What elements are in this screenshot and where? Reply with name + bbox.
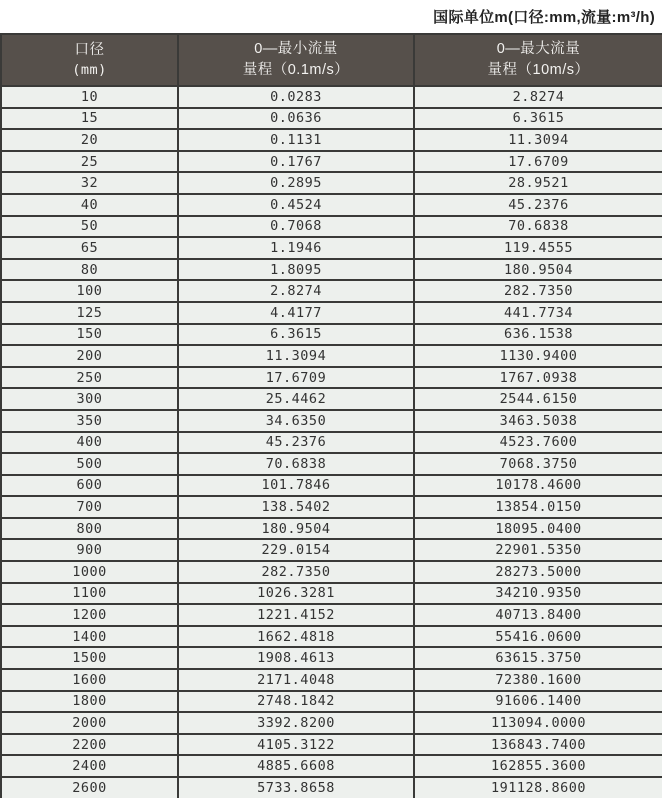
table-row	[1, 712, 662, 734]
diameter-cell: 1600	[1, 669, 178, 691]
diameter-cell: 350	[1, 410, 178, 432]
diameter-cell: 800	[1, 518, 178, 540]
min-flow-cell: 4105.3122	[178, 734, 414, 756]
header-max-flow-line1: 0—最大流量	[496, 40, 581, 57]
table-body	[1, 86, 662, 798]
min-flow-cell: 0.0636	[178, 108, 414, 130]
max-flow-cell: 2.8274	[414, 86, 662, 108]
max-flow-cell: 1767.0938	[414, 367, 662, 389]
max-flow-cell: 441.7734	[414, 302, 662, 324]
diameter-cell: 1400	[1, 626, 178, 648]
max-flow-cell: 3463.5038	[414, 410, 662, 432]
max-flow-cell: 40713.8400	[414, 604, 662, 626]
diameter-cell: 10	[1, 86, 178, 108]
max-flow-cell: 2544.6150	[414, 388, 662, 410]
title-bar	[0, 0, 662, 33]
diameter-cell: 40	[1, 194, 178, 216]
max-flow-cell: 63615.3750	[414, 647, 662, 669]
header-row	[1, 34, 662, 86]
min-flow-cell: 2.8274	[178, 280, 414, 302]
min-flow-cell: 0.1131	[178, 129, 414, 151]
min-flow-cell: 1.1946	[178, 237, 414, 259]
table-header	[1, 34, 662, 86]
max-flow-cell: 10178.4600	[414, 475, 662, 497]
table-row	[1, 194, 662, 216]
diameter-cell: 100	[1, 280, 178, 302]
header-max-flow-line2: 量程（10m/s）	[487, 62, 590, 78]
min-flow-cell: 101.7846	[178, 475, 414, 497]
diameter-cell: 700	[1, 496, 178, 518]
max-flow-cell: 162855.3600	[414, 755, 662, 777]
diameter-cell: 500	[1, 453, 178, 475]
table-row	[1, 626, 662, 648]
min-flow-cell: 138.5402	[178, 496, 414, 518]
min-flow-cell: 11.3094	[178, 345, 414, 367]
table-row	[1, 647, 662, 669]
diameter-cell: 65	[1, 237, 178, 259]
table-row	[1, 755, 662, 777]
diameter-cell: 15	[1, 108, 178, 130]
min-flow-cell: 180.9504	[178, 518, 414, 540]
min-flow-cell: 0.1767	[178, 151, 414, 173]
diameter-cell: 25	[1, 151, 178, 173]
table-row	[1, 777, 662, 798]
table-row	[1, 367, 662, 389]
min-flow-cell: 6.3615	[178, 324, 414, 346]
diameter-cell: 600	[1, 475, 178, 497]
min-flow-cell: 4.4177	[178, 302, 414, 324]
flow-range-table	[0, 33, 662, 798]
table-row	[1, 734, 662, 756]
table-row	[1, 475, 662, 497]
column-header-max-flow	[414, 34, 662, 86]
max-flow-cell: 6.3615	[414, 108, 662, 130]
min-flow-cell: 1908.4613	[178, 647, 414, 669]
max-flow-cell: 4523.7600	[414, 432, 662, 454]
column-header-diameter	[1, 34, 178, 86]
max-flow-cell: 136843.7400	[414, 734, 662, 756]
table-row	[1, 259, 662, 281]
min-flow-cell: 70.6838	[178, 453, 414, 475]
max-flow-cell: 636.1538	[414, 324, 662, 346]
table-row	[1, 280, 662, 302]
min-flow-cell: 4885.6608	[178, 755, 414, 777]
diameter-cell: 900	[1, 539, 178, 561]
column-header-min-flow	[178, 34, 414, 86]
diameter-cell: 300	[1, 388, 178, 410]
diameter-cell: 1500	[1, 647, 178, 669]
table-row	[1, 410, 662, 432]
table-row	[1, 129, 662, 151]
min-flow-cell: 282.7350	[178, 561, 414, 583]
max-flow-cell: 34210.9350	[414, 583, 662, 605]
min-flow-cell: 45.2376	[178, 432, 414, 454]
min-flow-cell: 2171.4048	[178, 669, 414, 691]
max-flow-cell: 72380.1600	[414, 669, 662, 691]
max-flow-cell: 18095.0400	[414, 518, 662, 540]
min-flow-cell: 2748.1842	[178, 691, 414, 713]
max-flow-cell: 191128.8600	[414, 777, 662, 798]
diameter-cell: 80	[1, 259, 178, 281]
table-row	[1, 216, 662, 238]
table-row	[1, 86, 662, 108]
diameter-cell: 2600	[1, 777, 178, 798]
max-flow-cell: 180.9504	[414, 259, 662, 281]
min-flow-cell: 1221.4152	[178, 604, 414, 626]
max-flow-cell: 113094.0000	[414, 712, 662, 734]
diameter-cell: 250	[1, 367, 178, 389]
table-row	[1, 691, 662, 713]
table-row	[1, 108, 662, 130]
table-row	[1, 172, 662, 194]
table-row	[1, 345, 662, 367]
diameter-cell: 400	[1, 432, 178, 454]
max-flow-cell: 282.7350	[414, 280, 662, 302]
max-flow-cell: 70.6838	[414, 216, 662, 238]
diameter-cell: 1800	[1, 691, 178, 713]
min-flow-cell: 34.6350	[178, 410, 414, 432]
table-row	[1, 496, 662, 518]
header-diameter-line1: 口径	[74, 41, 105, 58]
header-min-flow-line2: 量程（0.1m/s）	[242, 62, 350, 78]
min-flow-cell: 5733.8658	[178, 777, 414, 798]
diameter-cell: 20	[1, 129, 178, 151]
diameter-cell: 2400	[1, 755, 178, 777]
max-flow-cell: 28.9521	[414, 172, 662, 194]
max-flow-cell: 1130.9400	[414, 345, 662, 367]
max-flow-cell: 28273.5000	[414, 561, 662, 583]
table-row	[1, 669, 662, 691]
min-flow-cell: 229.0154	[178, 539, 414, 561]
table-row	[1, 518, 662, 540]
table-row	[1, 432, 662, 454]
table-row	[1, 539, 662, 561]
min-flow-cell: 0.7068	[178, 216, 414, 238]
table-row	[1, 324, 662, 346]
table-row	[1, 561, 662, 583]
max-flow-cell: 55416.0600	[414, 626, 662, 648]
header-min-flow-line1: 0—最小流量	[254, 40, 338, 57]
table-row	[1, 583, 662, 605]
max-flow-cell: 13854.0150	[414, 496, 662, 518]
diameter-cell: 50	[1, 216, 178, 238]
max-flow-cell: 22901.5350	[414, 539, 662, 561]
min-flow-cell: 1.8095	[178, 259, 414, 281]
table-row	[1, 237, 662, 259]
diameter-cell: 1000	[1, 561, 178, 583]
diameter-cell: 2200	[1, 734, 178, 756]
min-flow-cell: 25.4462	[178, 388, 414, 410]
diameter-cell: 2000	[1, 712, 178, 734]
diameter-cell: 125	[1, 302, 178, 324]
diameter-cell: 150	[1, 324, 178, 346]
max-flow-cell: 91606.1400	[414, 691, 662, 713]
diameter-cell: 1100	[1, 583, 178, 605]
min-flow-cell: 17.6709	[178, 367, 414, 389]
min-flow-cell: 0.2895	[178, 172, 414, 194]
page-title: 国际单位m(口径:mm,流量:m³/h)	[433, 9, 655, 26]
diameter-cell: 200	[1, 345, 178, 367]
table-row	[1, 302, 662, 324]
max-flow-cell: 119.4555	[414, 237, 662, 259]
max-flow-cell: 11.3094	[414, 129, 662, 151]
min-flow-cell: 1026.3281	[178, 583, 414, 605]
min-flow-cell: 3392.8200	[178, 712, 414, 734]
min-flow-cell: 0.0283	[178, 86, 414, 108]
diameter-cell: 32	[1, 172, 178, 194]
table-row	[1, 151, 662, 173]
min-flow-cell: 0.4524	[178, 194, 414, 216]
diameter-cell: 1200	[1, 604, 178, 626]
header-diameter-line2: (mm)	[72, 61, 107, 78]
max-flow-cell: 17.6709	[414, 151, 662, 173]
min-flow-cell: 1662.4818	[178, 626, 414, 648]
max-flow-cell: 45.2376	[414, 194, 662, 216]
max-flow-cell: 7068.3750	[414, 453, 662, 475]
table-row	[1, 388, 662, 410]
table-row	[1, 604, 662, 626]
table-row	[1, 453, 662, 475]
